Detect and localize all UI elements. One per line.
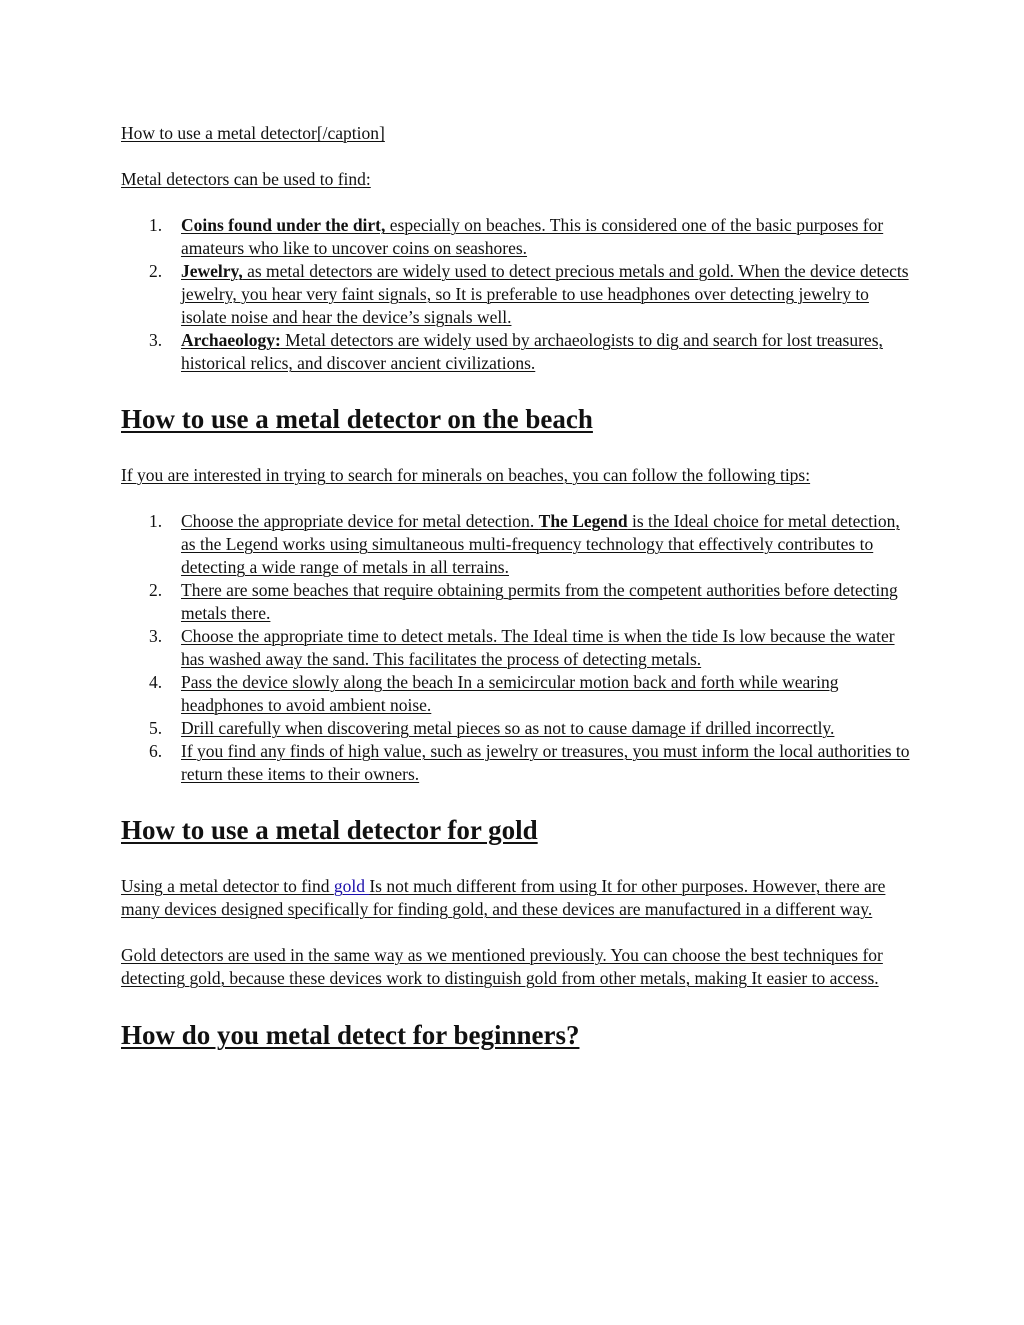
item-bold-label: Coins found under the dirt,: [181, 215, 386, 235]
gold-paragraph-2: Gold detectors are used in the same way as we mentioned previously. You can choose the best techniques for detecting gold, because these devices work to distinguish gold from other metals, making It easier to access.: [121, 945, 883, 988]
list-number: 1.: [149, 511, 163, 531]
gold-link[interactable]: gold: [333, 876, 370, 896]
list-number: 1.: [149, 215, 163, 235]
item-text: Pass the device slowly along the beach In a semicircular motion back and forth while wearing headphones to avoid ambient noise.: [181, 672, 839, 715]
beach-tips-list: [121, 510, 911, 786]
item-bold-label: Jewelry,: [181, 261, 243, 281]
document-body: [121, 122, 911, 1051]
heading-gold: How to use a metal detector for gold: [121, 815, 538, 845]
intro-text: Metal detectors can be used to find:: [121, 169, 371, 189]
list-item: [121, 510, 911, 579]
list-item: [121, 740, 911, 786]
beach-intro-text: If you are interested in trying to search for minerals on beaches, you can follow the following tips:: [121, 465, 811, 485]
list-number: 6.: [149, 741, 163, 761]
item-text: especially on beaches. This is considered one of the basic purposes for amateurs who like to uncover coins on seashores.: [181, 215, 884, 258]
list-item: [121, 671, 911, 717]
item-text: There are some beaches that require obtaining permits from the competent authorities before detecting metals there.: [181, 580, 898, 623]
list-item: [121, 260, 911, 329]
list-item: [121, 625, 911, 671]
list-item: [121, 579, 911, 625]
list-item: [121, 214, 911, 260]
item-text: Drill carefully when discovering metal pieces so as not to cause damage if drilled incorrectly.: [181, 718, 835, 738]
heading-beach: How to use a metal detector on the beach: [121, 404, 593, 434]
item-text: Choose the appropriate time to detect metals. The Ideal time is when the tide Is low because the water has washed away the sand. This facilitates the process of detecting metals.: [181, 626, 895, 669]
list-number: 5.: [149, 718, 163, 738]
item-text: is the Ideal choice for metal detection, as the Legend works using simultaneous multi-frequency technology that effectively contributes to detecting a wide range of metals in all terrains.: [181, 511, 900, 577]
caption-text: How to use a metal detector[/caption]: [121, 123, 385, 143]
item-text: Metal detectors are widely used by archaeologists to dig and search for lost treasures, historical relics, and discover ancient civilizations.: [181, 330, 883, 373]
list-number: 4.: [149, 672, 163, 692]
item-bold-label: The Legend: [538, 511, 628, 531]
item-text: as metal detectors are widely used to detect precious metals and gold. When the device detects jewelry, you hear very faint signals, so It is preferable to use headphones over detecting jewelry to isolate noise and hear the device’s signals well.: [181, 261, 909, 327]
list-number: 3.: [149, 330, 163, 350]
heading-beginners: How do you metal detect for beginners?: [121, 1020, 580, 1050]
item-text: Choose the appropriate device for metal detection.: [181, 511, 539, 531]
list-item: [121, 329, 911, 375]
uses-list: [121, 214, 911, 375]
paragraph-text: Using a metal detector to find: [121, 876, 334, 896]
list-item: [121, 717, 911, 740]
list-number: 2.: [149, 261, 163, 281]
paragraph-spacer: [121, 921, 911, 944]
list-number: 3.: [149, 626, 163, 646]
item-text: If you find any finds of high value, such as jewelry or treasures, you must inform the local authorities to return these items to their owners.: [181, 741, 910, 784]
list-number: 2.: [149, 580, 163, 600]
item-bold-label: Archaeology:: [181, 330, 281, 350]
gold-paragraph-1: [121, 875, 911, 921]
paragraph-text: Is not much different from using It for other purposes. However, there are many devices designed specifically for finding gold, and these devices are manufactured in a different way.: [121, 876, 886, 919]
